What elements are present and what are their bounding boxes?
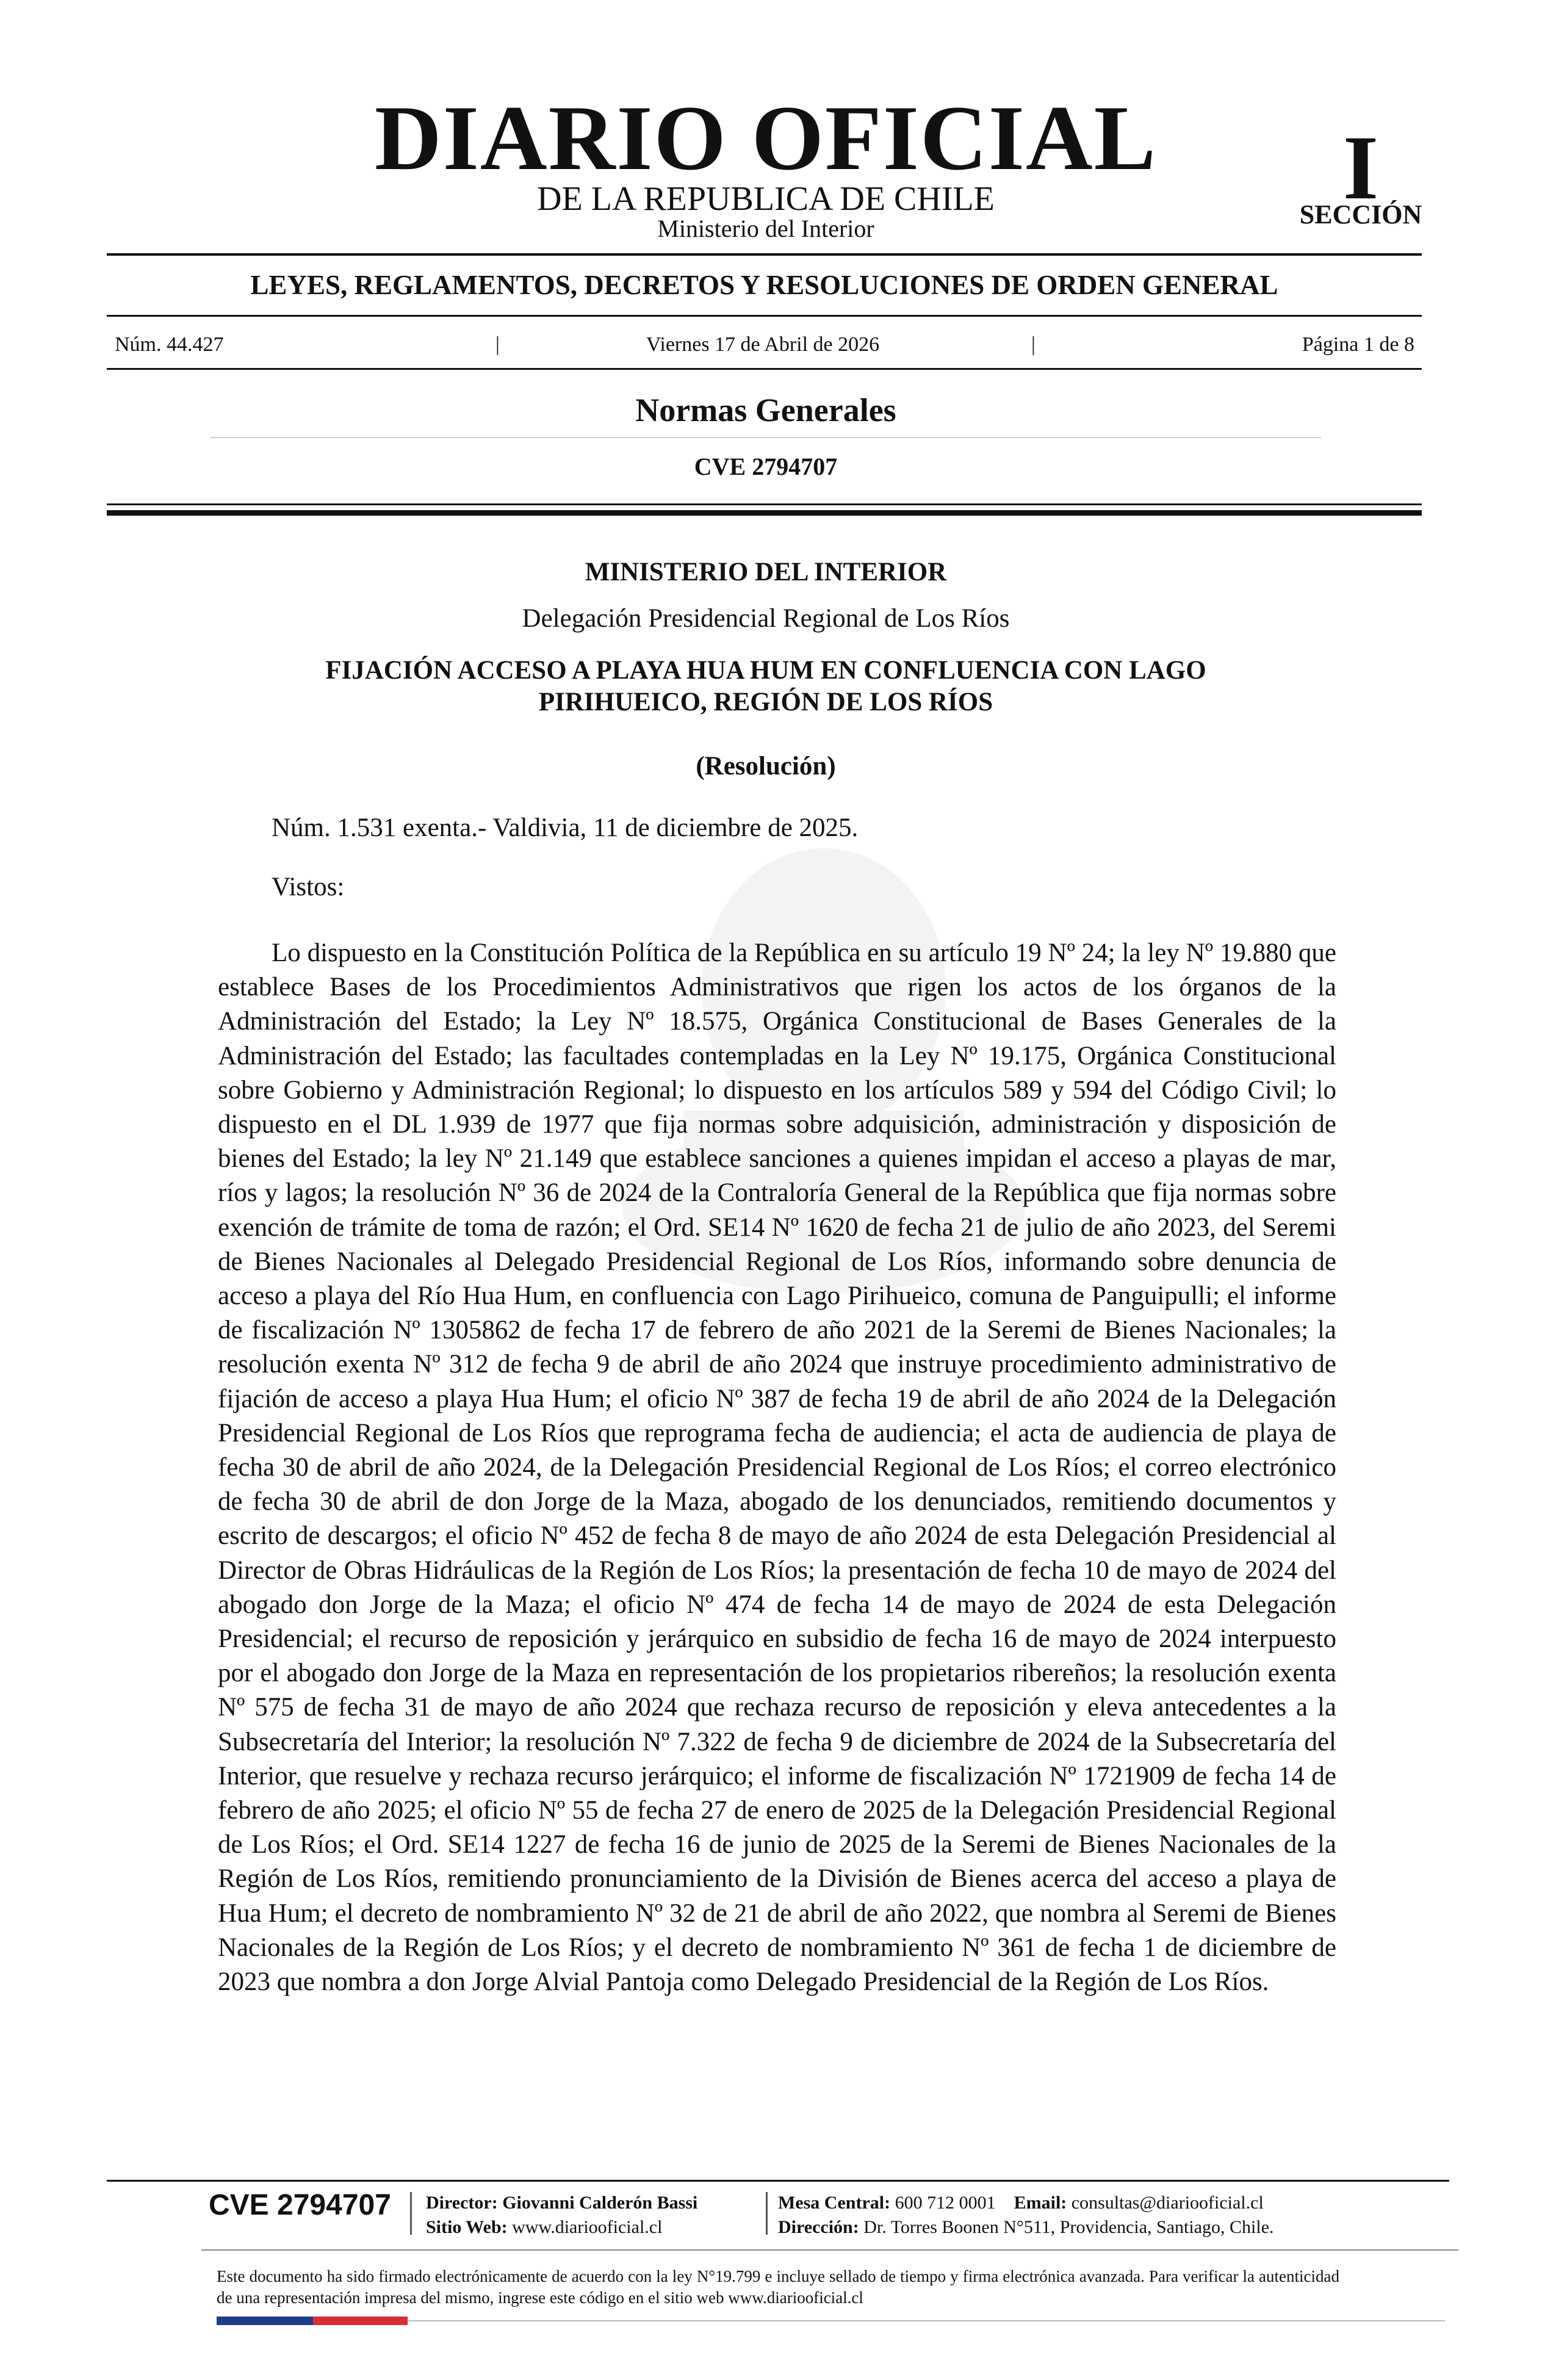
section-heading: Normas Generales bbox=[635, 392, 896, 428]
director-name: Giovanni Calderón Bassi bbox=[502, 2193, 698, 2213]
divider-rule bbox=[107, 503, 1422, 505]
footer-separator bbox=[766, 2192, 768, 2235]
cve-code: CVE 2794707 bbox=[694, 453, 838, 480]
footer-thin-rule bbox=[201, 2249, 1458, 2251]
vistos-label: Vistos: bbox=[272, 873, 345, 901]
divider-rule bbox=[107, 368, 1422, 370]
flag-stripe-red bbox=[313, 2317, 408, 2325]
meta-separator: | bbox=[1031, 333, 1036, 356]
doc-type: (Resolución) bbox=[696, 752, 836, 781]
masthead-ministry: Ministerio del Interior bbox=[657, 215, 874, 242]
address-value: Dr. Torres Boonen N°511, Providencia, Santiago, Chile. bbox=[863, 2217, 1274, 2237]
director-label: Director: bbox=[426, 2193, 498, 2213]
meta-separator: | bbox=[495, 333, 500, 356]
section-number: I bbox=[1342, 117, 1379, 218]
footer-rule bbox=[107, 2180, 1449, 2182]
issue-number: Núm. 44.427 bbox=[115, 333, 224, 356]
body-paragraph: Lo dispuesto en la Constitución Política de la República en su artículo 19 Nº 24; la ley Nº 19.880 que establece Bases de los Procedimientos Administrativos que rigen los actos de los órganos de la Administración del Estado; la Ley Nº 18.575, Orgánica Constitucional de Bases Generales de la Administración del Estado; las facultades contempladas en la Ley Nº 19.175, Orgánica Constitucional sobre Gobierno y Administración Regional; lo dispuesto en los artículos 589 y 594 del Código Civil; lo dispuesto en el DL 1.939 de 1977 que fija normas sobre adquisición, administración y disposición de bienes del Estado; la ley Nº 21.149 que establece sanciones a quienes impidan el acceso a playas de mar, ríos y lagos; la resolución Nº 36 de 2024 de la Contraloría General de la República que fija normas sobre exención de trámite de toma de razón; el Ord. SE14 Nº 1620 de fecha 21 de julio de año 2023, del Seremi de Bienes Nacionales al Delegado Presidencial Regional de Los Ríos, informando sobre denuncia de acceso a playa del Río Hua Hum, en confluencia con Lago Pirihueico, comuna de Panguipulli; el informe de fiscalización Nº 1305862 de fecha 17 de febrero de año 2021 de la Seremi de Bienes Nacionales; la resolución exenta Nº 312 de fecha 9 de abril de año 2024 que instruye procedimiento administrativo de fijación de acceso a playa Hua Hum; el oficio Nº 387 de fecha 19 de abril de año 2024 de la Delegación Presidencial Regional de Los Ríos que reprograma fecha de audiencia; el acta de audiencia de playa de fecha 30 de abril de año 2024, de la Delegación Presidencial Regional de Los Ríos; el correo electrónico de fecha 30 de abril de don Jorge de la Maza, abogado de los denunciados, remitiendo documentos y escrito de descargos; el oficio Nº 452 de fecha 8 de mayo de año 2024 de esta Delegación Presidencial al Director de Obras Hidráulicas de la Región de Los Ríos; la presentación de fecha 10 de mayo de 2024 del abogado don Jorge de la Maza; el oficio Nº 474 de fecha 14 de mayo de 2024 de esta Delegación Presidencial; el recurso de reposición y jerárquico en subsidio de fecha 16 de mayo de 2024 interpuesto por el abogado don Jorge de la Maza en representación de los propietarios ribereños; la resolución exenta Nº 575 de fecha 31 de mayo de año 2024 que rechaza recurso de reposición y eleva antecedentes a la Subsecretaría del Interior; la resolución Nº 7.322 de fecha 9 de diciembre de 2024 de la Subsecretaría del Interior, que resuelve y rechaza recurso jerárquico; el informe de fiscalización Nº 1721909 de fecha 14 de febrero de año 2025; el oficio Nº 55 de fecha 27 de enero de 2025 de la Delegación Presidencial Regional de Los Ríos; el Ord. SE14 1227 de fecha 16 de junio de 2025 de la Seremi de Bienes Nacionales de la Región de Los Ríos, remitiendo pronunciamiento de la División de Bienes acerca del acceso a playa de Hua Hum; el decreto de nombramiento Nº 32 de 21 de abril de año 2022, que nombra al Seremi de Bienes Nacionales de la Región de Los Ríos; y el decreto de nombramiento Nº 361 de fecha 1 de diciembre de 2023 que nombra a don Jorge Alvial Pantoja como Delegado Presidencial de la Región de Los Ríos. bbox=[218, 939, 1336, 1997]
divider-rule-thick bbox=[107, 510, 1422, 516]
email-label: Email: bbox=[1014, 2193, 1067, 2213]
doc-ministry: MINISTERIO DEL INTERIOR bbox=[585, 558, 947, 586]
masthead-title: DIARIO OFICIAL bbox=[374, 87, 1158, 189]
doc-title-line-2: PIRIHUEICO, REGIÓN DE LOS RÍOS bbox=[538, 688, 993, 716]
resolution-number: Núm. 1.531 exenta.- Valdivia, 11 de diciembre de 2025. bbox=[272, 813, 859, 842]
site-label: Sitio Web: bbox=[426, 2217, 508, 2237]
doc-title-line-1: FIJACIÓN ACCESO A PLAYA HUA HUM EN CONFLUENCIA CON LAGO bbox=[325, 656, 1206, 685]
flag-stripe-blue bbox=[217, 2317, 313, 2325]
mesa-label: Mesa Central: bbox=[778, 2193, 891, 2213]
site-link[interactable]: www.diariooficial.cl bbox=[512, 2217, 663, 2237]
divider-rule bbox=[107, 253, 1422, 256]
page-indicator: Página 1 de 8 bbox=[1302, 333, 1414, 356]
footer-cve: CVE 2794707 bbox=[209, 2189, 391, 2221]
footer-separator bbox=[410, 2192, 412, 2235]
issue-date: Viernes 17 de Abril de 2026 bbox=[646, 333, 880, 356]
doc-office: Delegación Presidencial Regional de Los Ríos bbox=[522, 604, 1010, 633]
footer-bottom-rule bbox=[408, 2320, 1445, 2321]
section-band-title: LEYES, REGLAMENTOS, DECRETOS Y RESOLUCIONES DE ORDEN GENERAL bbox=[250, 270, 1278, 300]
email-link[interactable]: consultas@diariooficial.cl bbox=[1071, 2193, 1264, 2213]
mesa-phone: 600 712 0001 bbox=[895, 2193, 996, 2213]
masthead-subtitle: DE LA REPUBLICA DE CHILE bbox=[537, 180, 995, 218]
footer-director-block bbox=[426, 2191, 697, 2240]
footer-contact-block bbox=[778, 2191, 1274, 2240]
body-text bbox=[218, 936, 1336, 1999]
address-label: Dirección: bbox=[778, 2217, 859, 2237]
footer-note: Este documento ha sido firmado electrónicamente de acuerdo con la ley N°19.799 e incluye sellado de tiempo y firma electrónica avanzada. Para verificar la autenticidad de una representación impresa del mismo, ingrese este código en el sitio web www.diariooficial.cl bbox=[217, 2267, 1339, 2307]
divider-rule bbox=[107, 315, 1422, 317]
section-label: SECCIÓN bbox=[1299, 200, 1422, 229]
thin-divider bbox=[211, 437, 1321, 438]
